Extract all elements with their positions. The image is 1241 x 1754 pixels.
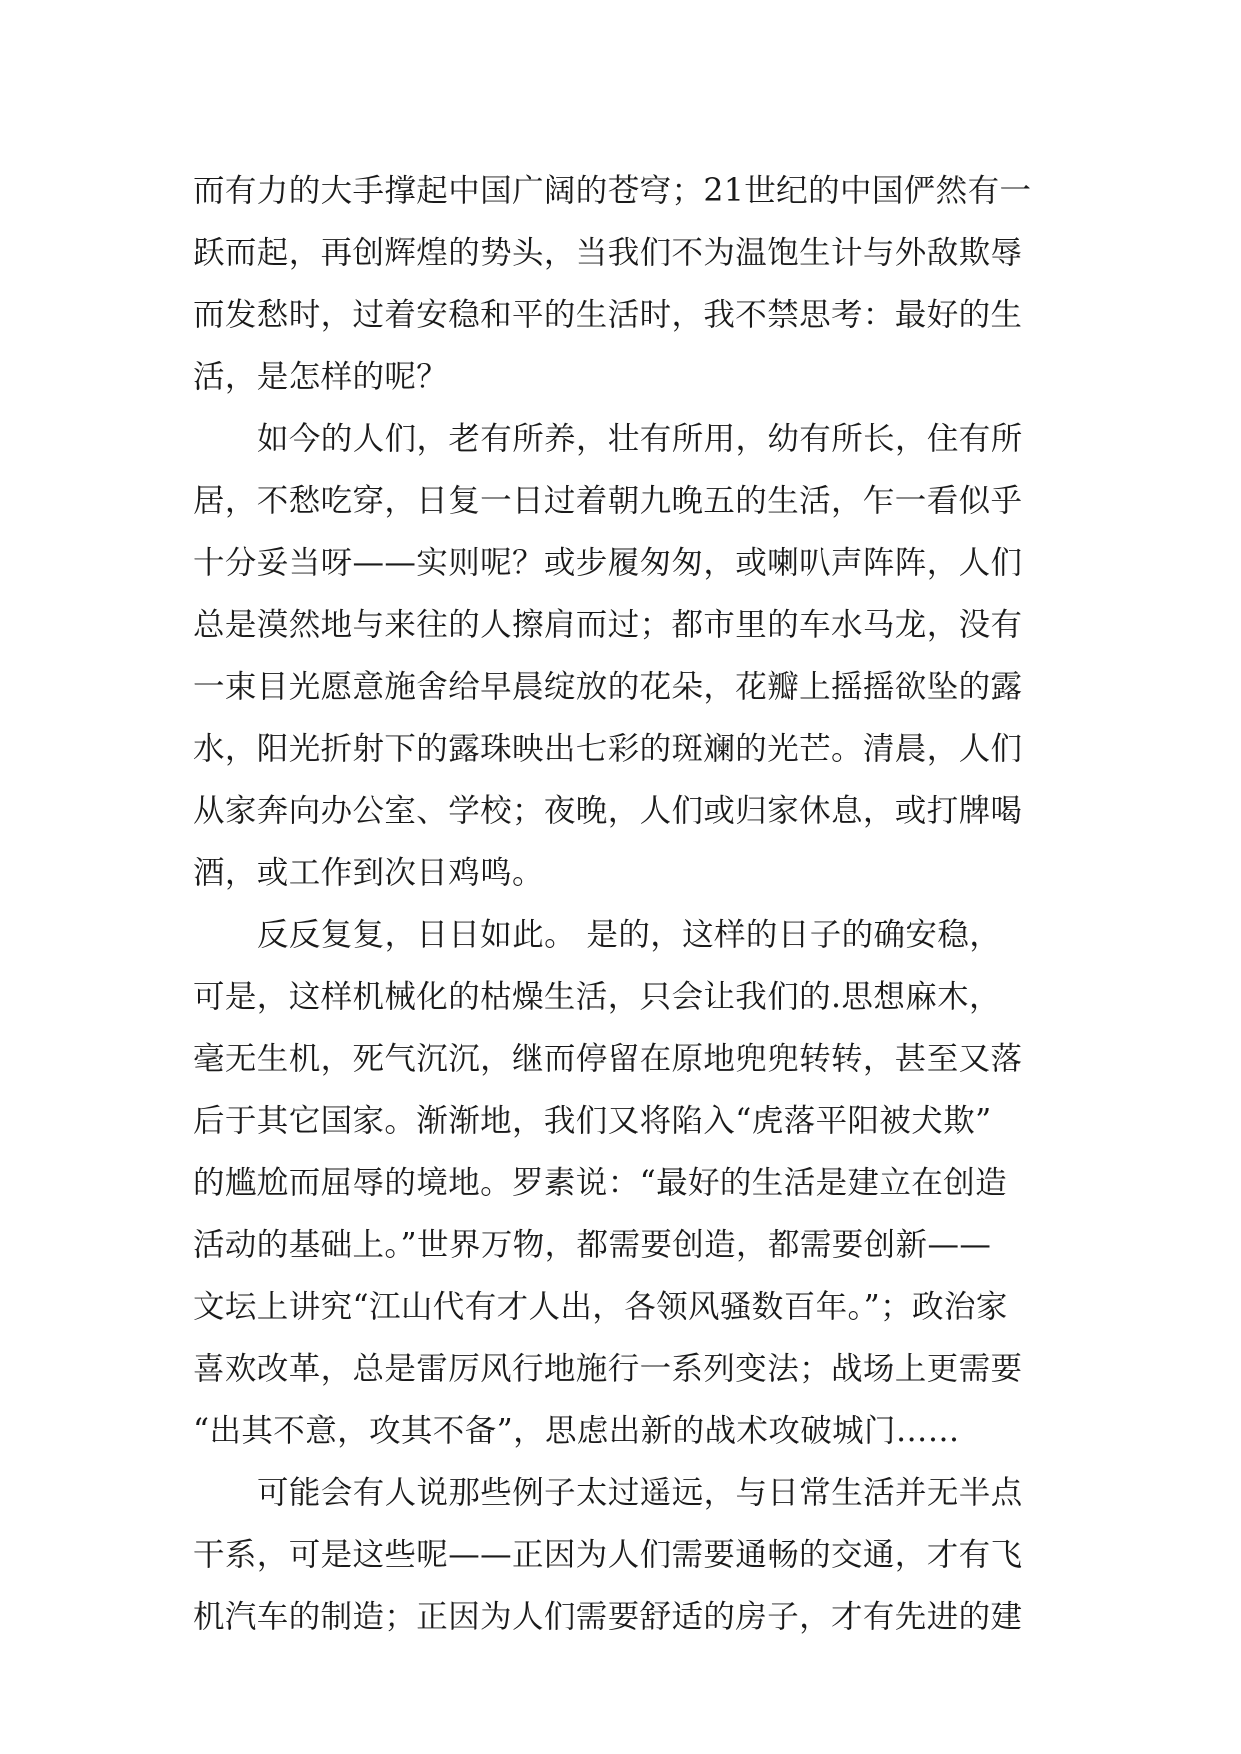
text-line: 活动的基础上。”世界万物，都需要创造，都需要创新—— [193,1227,992,1263]
text-line: 居，不愁吃穿，日复一日过着朝九晚五的生活，乍一看似乎 [193,483,1023,519]
text-line: 而发愁时，过着安稳和平的生活时，我不禁思考：最好的生 [193,297,1023,333]
text-line: 毫无生机，死气沉沉，继而停留在原地兜兜转转，甚至又落 [193,1041,1023,1077]
text-line: 喜欢改革，总是雷厉风行地施行一系列变法；战场上更需要 [193,1351,1023,1387]
text-line: 水，阳光折射下的露珠映出七彩的斑斓的光芒。清晨，人们 [193,731,1023,767]
text-line: 一束目光愿意施舍给早晨绽放的花朵，花瓣上摇摇欲坠的露 [193,669,1023,705]
text-line: 机汽车的制造；正因为人们需要舒适的房子，才有先进的建 [193,1599,1023,1635]
text-line: 十分妥当呀——实则呢？或步履匆匆，或喇叭声阵阵，人们 [193,545,1023,581]
text-line: 的尴尬而屈辱的境地。罗素说：“最好的生活是建立在创造 [193,1165,1008,1201]
text-line: 干系，可是这些呢——正因为人们需要通畅的交通，才有飞 [193,1537,1023,1573]
text-line: 反反复复，日日如此。 是的，这样的日子的确安稳， [257,917,1002,953]
text-line: “出其不意，攻其不备”，思虑出新的战术攻破城门…… [193,1413,960,1449]
text-line: 可是，这样机械化的枯燥生活，只会让我们的.思想麻木， [193,979,1001,1015]
text-line: 文坛上讲究“江山代有才人出，各领风骚数百年。”；政治家 [193,1289,1008,1325]
text-line: 酒，或工作到次日鸡鸣。 [193,855,544,891]
text-line: 跃而起，再创辉煌的势头，当我们不为温饱生计与外敌欺辱 [193,235,1023,271]
essay-body [193,160,1053,1648]
text-line: 可能会有人说那些例子太过遥远，与日常生活并无半点 [257,1475,1023,1511]
text-line: 而有力的大手撑起中国广阔的苍穹；21世纪的中国俨然有一 [193,173,1032,209]
text-line: 活，是怎样的呢？ [193,359,449,395]
text-line: 后于其它国家。渐渐地，我们又将陷入“虎落平阳被犬欺” [193,1103,992,1139]
text-line: 总是漠然地与来往的人擦肩而过；都市里的车水马龙，没有 [193,607,1023,643]
text-line: 从家奔向办公室、学校；夜晚，人们或归家休息，或打牌喝 [193,793,1023,829]
text-line: 如今的人们，老有所养，壮有所用，幼有所长，住有所 [257,421,1023,457]
